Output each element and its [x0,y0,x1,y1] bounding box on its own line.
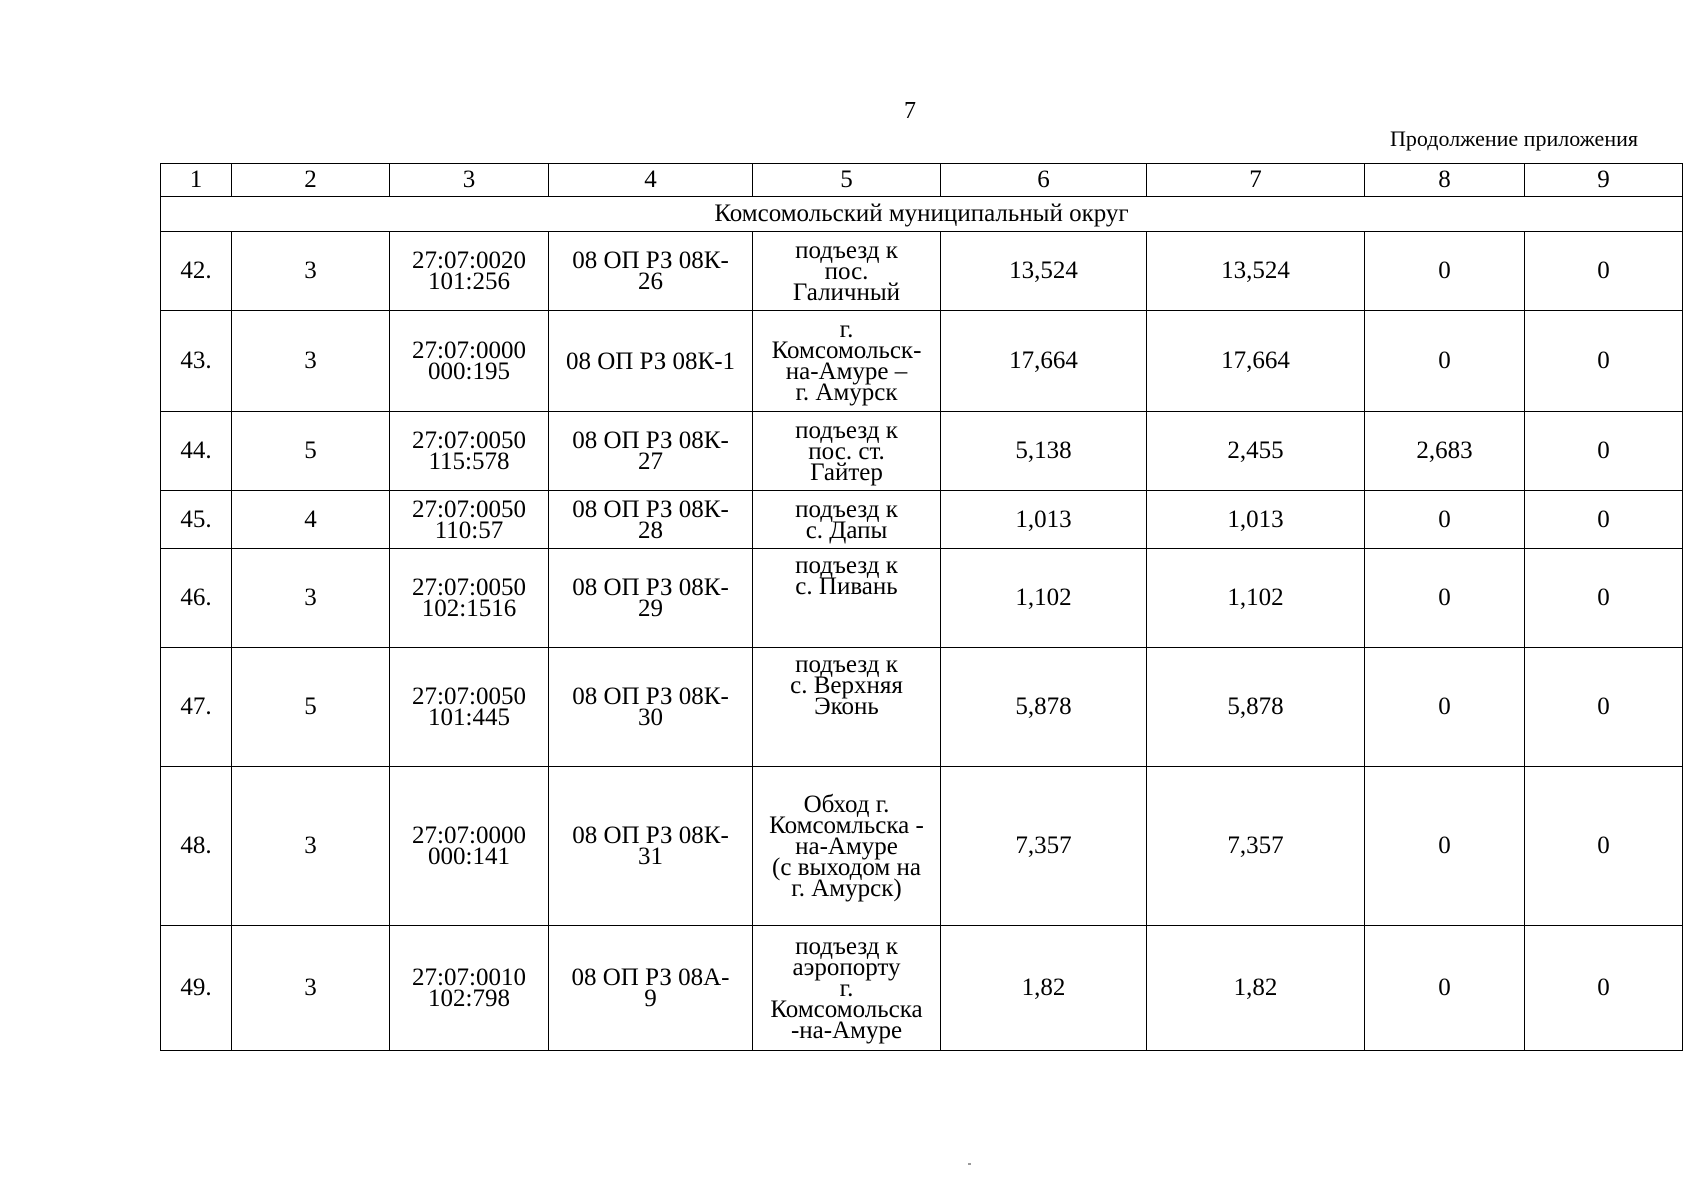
row-number-cell: 43. [161,311,232,412]
cadastral-number-cell [390,311,549,412]
length-col8-cell: 0 [1365,926,1525,1051]
cell-line: подъезд к [795,416,898,444]
cadastral-number-cell [390,767,549,926]
cell-line: 08 ОП РЗ 08К- [572,427,729,454]
cadastral-number-cell [390,491,549,549]
table-row [161,767,1683,926]
cell-line: 27:07:0050 [412,495,526,523]
length-col8-cell: 0 [1365,648,1525,767]
cell-line: 08 ОП РЗ 08К- [572,247,729,274]
column-number-cell: 3 [390,164,549,197]
length-col9-cell: 0 [1525,549,1683,648]
cell-line: подъезд к [795,495,898,523]
cell-line: (с выходом на [772,853,921,881]
column-number-cell: 2 [232,164,390,197]
category-cell: 3 [232,311,390,412]
cell-line: г. [839,316,854,343]
cell-line: Комсомльска - [769,811,924,839]
cadastral-number-cell [390,412,549,491]
road-id-cell [549,311,753,412]
column-number-row [161,164,1683,197]
cell-line: 08 ОП РЗ 08К-1 [565,347,736,375]
road-name-cell [753,767,941,926]
cell-line: подъезд к [795,236,898,264]
cell-line: Обход г. [803,790,890,818]
cell-line: 31 [638,843,663,870]
column-number-cell: 8 [1365,164,1525,197]
table-row [161,648,1683,767]
table-row [161,232,1683,311]
column-number-cell: 1 [161,164,232,197]
road-name-cell [753,232,941,311]
cell-line: 9 [644,985,657,1012]
column-number-cell: 9 [1525,164,1683,197]
category-cell: 4 [232,491,390,549]
length-col7-cell: 17,664 [1147,311,1365,412]
cell-line: г. Амурск) [791,874,902,902]
length-col9-cell: 0 [1525,491,1683,549]
cell-line: г. [839,974,854,1002]
cell-line: -на-Амуре [790,1016,903,1044]
length-col9-cell: 0 [1525,926,1683,1051]
page-number: 7 [904,98,916,124]
cell-line: Комсомольска [770,995,923,1023]
length-col8-cell: 0 [1365,549,1525,648]
length-col9-cell: 0 [1525,412,1683,491]
road-id-cell [549,491,753,549]
road-name-cell [753,412,941,491]
road-id-cell [549,549,753,648]
roads-table [160,163,1683,1051]
cell-line: пос. ст. [808,437,885,465]
table-row [161,311,1683,412]
cell-line: 115:578 [428,448,510,475]
section-title: Комсомольский муниципальный округ [161,197,1683,232]
length-col9-cell: 0 [1525,311,1683,412]
table-row [161,549,1683,648]
table-row [161,491,1683,549]
total-length-cell: 13,524 [941,232,1147,311]
row-number-cell: 44. [161,412,232,491]
length-col7-cell: 13,524 [1147,232,1365,311]
length-col8-cell: 0 [1365,232,1525,311]
cadastral-number-cell [390,549,549,648]
cell-line: 29 [638,595,663,622]
row-number-cell: 47. [161,648,232,767]
cell-line: 27:07:0010 [412,964,526,991]
cell-line: 27:07:0050 [412,574,526,601]
table-row [161,926,1683,1051]
length-col7-cell: 7,357 [1147,767,1365,926]
total-length-cell: 5,878 [941,648,1147,767]
row-number-cell: 46. [161,549,232,648]
table-row [161,412,1683,491]
road-name-cell [753,311,941,412]
cell-line: 101:445 [428,704,510,731]
cell-line: 000:141 [428,843,510,870]
total-length-cell: 7,357 [941,767,1147,926]
row-number-cell: 45. [161,491,232,549]
road-name-cell [753,549,941,648]
road-id-cell [549,412,753,491]
cell-line: г. Амурск [795,379,898,406]
length-col7-cell: 1,102 [1147,549,1365,648]
total-length-cell: 5,138 [941,412,1147,491]
length-col9-cell: 0 [1525,648,1683,767]
cell-line: 27:07:0050 [412,683,526,710]
cell-line: 30 [638,704,663,731]
length-col9-cell: 0 [1525,767,1683,926]
length-col9-cell: 0 [1525,232,1683,311]
category-cell: 3 [232,926,390,1051]
continuation-label: Продолжение приложения [1390,126,1638,151]
row-number-cell: 48. [161,767,232,926]
column-number-cell: 7 [1147,164,1365,197]
cell-line: с. Дапы [805,516,888,544]
cell-line: 08 ОП РЗ 08А- [571,964,730,991]
cell-line: 27:07:0000 [412,822,526,849]
total-length-cell: 1,013 [941,491,1147,549]
cell-line: Гайтер [810,458,883,486]
cell-line: 08 ОП РЗ 08К- [572,822,729,849]
cell-line: 27:07:0020 [412,247,526,274]
column-number-cell: 5 [753,164,941,197]
cell-line: подъезд к [795,651,898,678]
length-col7-cell: 5,878 [1147,648,1365,767]
cadastral-number-cell [390,232,549,311]
total-length-cell: 1,82 [941,926,1147,1051]
cadastral-number-cell [390,926,549,1051]
road-id-cell [549,767,753,926]
cell-line: 27 [638,448,663,475]
length-col7-cell: 1,82 [1147,926,1365,1051]
cell-line: 101:256 [428,268,510,295]
total-length-cell: 1,102 [941,549,1147,648]
category-cell: 3 [232,549,390,648]
column-number-cell: 6 [941,164,1147,197]
category-cell: 3 [232,767,390,926]
cell-line: 000:195 [428,358,510,385]
cell-line: с. Пивань [795,573,898,600]
column-number-cell: 4 [549,164,753,197]
row-number-cell: 49. [161,926,232,1051]
category-cell: 3 [232,232,390,311]
length-col7-cell: 1,013 [1147,491,1365,549]
cell-line: 102:798 [428,985,510,1012]
category-cell: 5 [232,648,390,767]
cell-line: 110:57 [434,516,504,544]
cell-line: 27:07:0050 [412,427,526,454]
category-cell: 5 [232,412,390,491]
road-name-cell [753,648,941,767]
length-col8-cell: 0 [1365,491,1525,549]
length-col8-cell: 2,683 [1365,412,1525,491]
cell-line: Галичный [792,278,901,306]
cell-line: 26 [638,268,663,295]
length-col8-cell: 0 [1365,767,1525,926]
cell-line: 08 ОП РЗ 08К- [572,683,729,710]
cell-line: 28 [638,516,663,544]
cell-line: с. Верхняя [790,672,903,699]
cell-line: Эконь [814,693,879,720]
section-row [161,197,1683,232]
cell-line: 102:1516 [421,595,517,622]
cell-line: пос. [824,257,869,285]
cell-line: подъезд к [795,552,898,579]
cell-line: 08 ОП РЗ 08К- [572,495,729,523]
road-name-cell [753,491,941,549]
cell-line: аэропорту [792,953,901,981]
cell-line: на-Амуре – [785,358,908,385]
cell-line: 27:07:0000 [412,337,526,364]
cell-line: 08 ОП РЗ 08К- [572,574,729,601]
road-id-cell [549,648,753,767]
length-col7-cell: 2,455 [1147,412,1365,491]
cadastral-number-cell [390,648,549,767]
cell-line: на-Амуре [795,832,898,860]
road-id-cell [549,926,753,1051]
row-number-cell: 42. [161,232,232,311]
cell-line: Комсомольск- [771,337,922,364]
road-id-cell [549,232,753,311]
scan-artifact [968,1163,971,1165]
length-col8-cell: 0 [1365,311,1525,412]
cell-line: подъезд к [795,932,898,960]
total-length-cell: 17,664 [941,311,1147,412]
road-name-cell [753,926,941,1051]
